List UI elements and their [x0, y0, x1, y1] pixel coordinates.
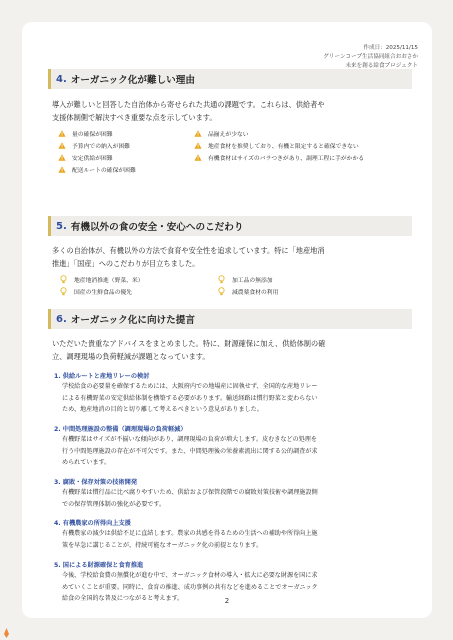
recommendation-2-heading: 2. 中間処理施設の整備（調理現場の負荷軽減） — [54, 426, 187, 433]
list-item: 国産の生鮮食品の優先 — [60, 285, 144, 297]
lightbulb-icon — [218, 287, 225, 296]
created-date: 作成日：2025/11/15 — [363, 45, 418, 51]
warning-icon — [58, 166, 66, 173]
warning-icon — [58, 142, 66, 149]
section-6-intro: いただいた貴重なアドバイスをまとめました。特に、財源確保に加え、供給体制の確 立、調理現場の負荷軽減が課題となっています。 — [52, 339, 326, 361]
warning-icon — [194, 130, 202, 137]
section-4-intro: 導入が難しいと回答した自治体から寄せられた共通の課題です。これらは、供給者や 支援体制側で解決すべき重要な点を示しています。 — [52, 100, 325, 122]
recommendation-5-body: 今後、学校給食費の無償化が進む中で、オーガニック食材の導入・拡大に必要な財源を国に求 めていくことが重要。同時に、食育の推進、成功事例の共有などを進めることでオーガニック 給食の全国的な普及につながると考えます。 — [62, 572, 318, 602]
recommendation-2-body: 有機野菜はサイズが不揃いな傾向があり、調理現場の負荷が増大します。皮むきなどの処理を 行う中間処理施設の存在が不可欠です。また、中間処理後の栄養素流出に関する公的調査が求 められています。 — [62, 436, 318, 466]
recommendation-1-heading: 1. 供給ルートと産地リレーの検討 — [54, 373, 150, 380]
page-number: 2 — [224, 597, 230, 605]
list-item: 配送ルートの確保が困難 — [58, 163, 136, 175]
section-6-title: オーガニック化に向けた提言 — [70, 315, 195, 326]
warning-icon — [194, 154, 202, 161]
organization-name: グリーンコープ生活協同組合おおさか — [323, 54, 418, 60]
list-item: 品揃えが少ない — [194, 127, 364, 139]
safety-list-left — [60, 273, 144, 297]
list-item: 減農薬食材の利用 — [218, 285, 278, 297]
warning-icon — [58, 130, 66, 137]
section-6-header — [48, 309, 412, 329]
section-4-header — [48, 69, 412, 89]
section-5-intro: 多くの自治体が、有機以外の方法で食育や安全性を追求しています。特に「地産地消 推進」「国産」へのこだわりが目立ちました。 — [52, 246, 325, 268]
issue-list-right — [194, 127, 364, 163]
recommendation-3-body: 有機野菜は慣行品に比べ腐りやすいため、供給および保管段階での腐敗対策技術や調理施設側 での保存管理体制の強化が必要です。 — [62, 489, 318, 508]
lightbulb-icon — [60, 287, 67, 296]
section-6-number: 6. — [56, 313, 67, 325]
section-5-number: 5. — [56, 220, 67, 232]
list-item: 加工品の無添加 — [218, 273, 278, 285]
safety-list-right — [218, 273, 278, 297]
list-item: 地産地消推進（野菜、米） — [60, 273, 144, 285]
recommendation-4-body: 有機農家の減少は供給不足に直結します。農家の共感を得るための生活への補助や所得向上施 策を早急に講じることが、持続可能なオーガニック化の前提となります。 — [62, 530, 318, 549]
section-5-header — [48, 216, 412, 236]
list-item: 安定供給が困難 — [58, 151, 136, 163]
recommendation-5-heading: 5. 国による財源確保と食育推進 — [54, 562, 144, 569]
list-item: 有機食材はサイズのバラつきがあり、調理工程に手がかかる — [194, 151, 364, 163]
warning-icon — [58, 154, 66, 161]
list-item: 予算内での納入が困難 — [58, 139, 136, 151]
lightbulb-icon — [60, 275, 67, 284]
section-5-title: 有機以外の食の安全・安心へのこだわり — [70, 222, 244, 233]
issue-list-left — [58, 127, 136, 175]
lightbulb-icon — [218, 275, 225, 284]
warning-icon — [194, 142, 202, 149]
document-page — [22, 22, 432, 618]
recommendation-4-heading: 4. 有機農家の所得向上支援 — [54, 520, 131, 527]
document-meta — [323, 44, 418, 71]
section-4-title: オーガニック化が難しい理由 — [70, 75, 195, 86]
list-item: 地産食材を推奨しており、有機と限定すると確保できない — [194, 139, 364, 151]
section-4-number: 4. — [56, 73, 67, 85]
project-name: 未来を創る給食プロジェクト — [345, 63, 418, 69]
recommendation-3-heading: 3. 腐敗・保存対策の技術開発 — [54, 479, 138, 486]
orange-corner-mark — [4, 628, 9, 638]
list-item: 量の確保が困難 — [58, 127, 136, 139]
recommendation-1-body: 学校給食の必要量を確保するためには、大阪府内での地場産に固執せず、全国的な産地リレー による有機野菜の安定供給体制を構築する必要があります。輸送経路は慣行野菜と変わらない ため、地産地消の目的と切り離して考えるべきという意見がありました。 — [62, 383, 318, 413]
